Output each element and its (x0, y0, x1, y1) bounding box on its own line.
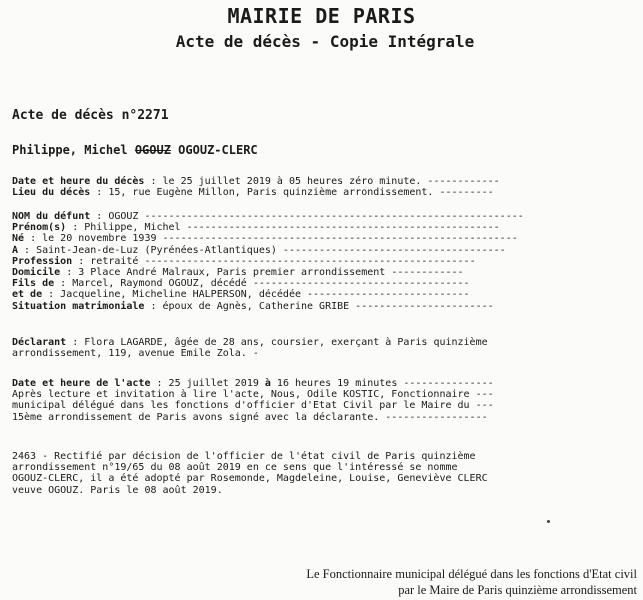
mention-block (12, 451, 612, 496)
defunt-etde-value: : Jacqueline, Micheline HALPERSON, décédée --------------------------- (42, 289, 470, 301)
defunt-profession-label: Profession (12, 255, 73, 267)
declarant-label: Déclarant (12, 337, 67, 348)
defunt-a-value: : Saint-Jean-de-Luz (Pyrénées-Atlantiques) ------------------------------------- (18, 244, 506, 256)
defunt-situation-value: : époux de Agnès, Catherine GRIBE ----------------------- (144, 300, 494, 312)
defunt-profession-value: : retraité ------------------------------------------------------- (72, 255, 476, 267)
death-place-row (12, 187, 612, 198)
death-info-block (12, 176, 612, 198)
acte-date-line-4: 15ème arrondissement de Paris avons signé avec la déclarante. ----------------- (12, 411, 488, 423)
footer-line-1: Le Fonctionnaire municipal délégué dans les fonctions d'Etat civil (306, 567, 637, 581)
defunt-a-label: À (12, 244, 19, 256)
acte-date-line-3: municipal délégué dans les fonctions d'officier d'Etat Civil par le Maire du --- (12, 400, 494, 412)
death-date-label: Date et heure du décès (12, 176, 145, 187)
acte-date-value-b: 16 heures 19 minutes --------------- (270, 378, 494, 389)
defunt-situation-row (12, 301, 612, 312)
document-subtitle: Acte de décès - Copie Intégrale (175, 32, 475, 51)
acte-date-line-2: Après lecture et invitation à lire l'acte, Nous, Odile KOSTIC, Fonctionnaire --- (12, 389, 494, 401)
mention-line-1: 2463 - Rectifié par décision de l'officier de l'état civil de Paris quinzième (12, 451, 476, 462)
acte-date-value-bold: à (264, 378, 271, 389)
death-place-value: : 15, rue Eugène Millon, Paris quinzième arrondissement. --------- (90, 187, 494, 199)
name-suffix: OGOUZ-CLERC (170, 143, 258, 157)
death-place-label: Lieu du décès (12, 187, 91, 199)
death-date-row (12, 176, 612, 187)
defunt-fils-row (12, 278, 612, 289)
defunt-ne-value: : le 20 novembre 1939 ----------------------------------------------------------- (24, 233, 518, 245)
declarant-row-1 (12, 337, 612, 348)
defunt-ne-label: Né (12, 233, 25, 245)
deceased-name (12, 143, 258, 157)
acte-date-value-a: : 25 juillet 2019 (150, 378, 265, 389)
declarant-block (12, 337, 612, 359)
defunt-block (12, 211, 612, 312)
acte-date-block (12, 378, 612, 423)
defunt-fils-label: Fils de (12, 278, 55, 290)
signature-footer (306, 566, 637, 598)
acte-date-label: Date et heure de l'acte (12, 378, 151, 389)
defunt-nom-row (12, 211, 612, 222)
defunt-profession-row (12, 256, 612, 267)
name-prefix: Philippe, Michel (12, 143, 135, 157)
mention-line-4: veuve OGOUZ. Paris le 08 août 2019. (12, 484, 223, 496)
acte-date-row (12, 378, 612, 389)
defunt-etde-row (12, 289, 612, 300)
defunt-situation-label: Situation matrimoniale (12, 300, 145, 312)
defunt-domicile-row (12, 267, 612, 278)
document-title: MAIRIE DE PARIS (227, 4, 416, 28)
defunt-prenom-row (12, 222, 612, 233)
footer-line-2: par le Maire de Paris quinzième arrondissement (398, 583, 637, 597)
name-struck: OGOUZ (134, 143, 171, 157)
declarant-line-2: arrondissement, 119, avenue Emile Zola. - (12, 348, 259, 360)
defunt-nom-label: NOM du défunt (12, 211, 91, 222)
defunt-prenom-label: Prénom(s) (12, 222, 67, 234)
defunt-ne-row (12, 233, 612, 244)
mention-line-3: OGOUZ-CLERC, il a été adopté par Rosemonde, Magdeleine, Louise, Geneviève CLERC (12, 473, 488, 485)
defunt-a-row (12, 245, 612, 256)
defunt-domicile-value: : 3 Place André Malraux, Paris premier arrondissement ------------ (60, 266, 464, 278)
defunt-fils-value: : Marcel, Raymond OGOUZ, décédé ------------------------------------ (54, 278, 470, 290)
defunt-nom-value: : OGOUZ --------------------------------------------------------------- (90, 211, 524, 222)
death-date-value: : le 25 juillet 2019 à 05 heures zéro minute. ------------ (144, 176, 500, 187)
paper-speck (547, 520, 550, 523)
declarant-line-1: : Flora LAGARDE, âgée de 28 ans, coursier, exerçant à Paris quinzième (66, 337, 488, 348)
defunt-etde-label: et de (12, 289, 43, 301)
mention-line-2: arrondissement n°19/65 du 08 août 2019 en ce sens que l'intéressé se nomme (12, 462, 458, 474)
defunt-domicile-label: Domicile (12, 266, 61, 278)
acte-number: Acte de décès n°2271 (12, 108, 169, 123)
defunt-prenom-value: : Philippe, Michel ---------------------------------------------------- (66, 222, 500, 234)
